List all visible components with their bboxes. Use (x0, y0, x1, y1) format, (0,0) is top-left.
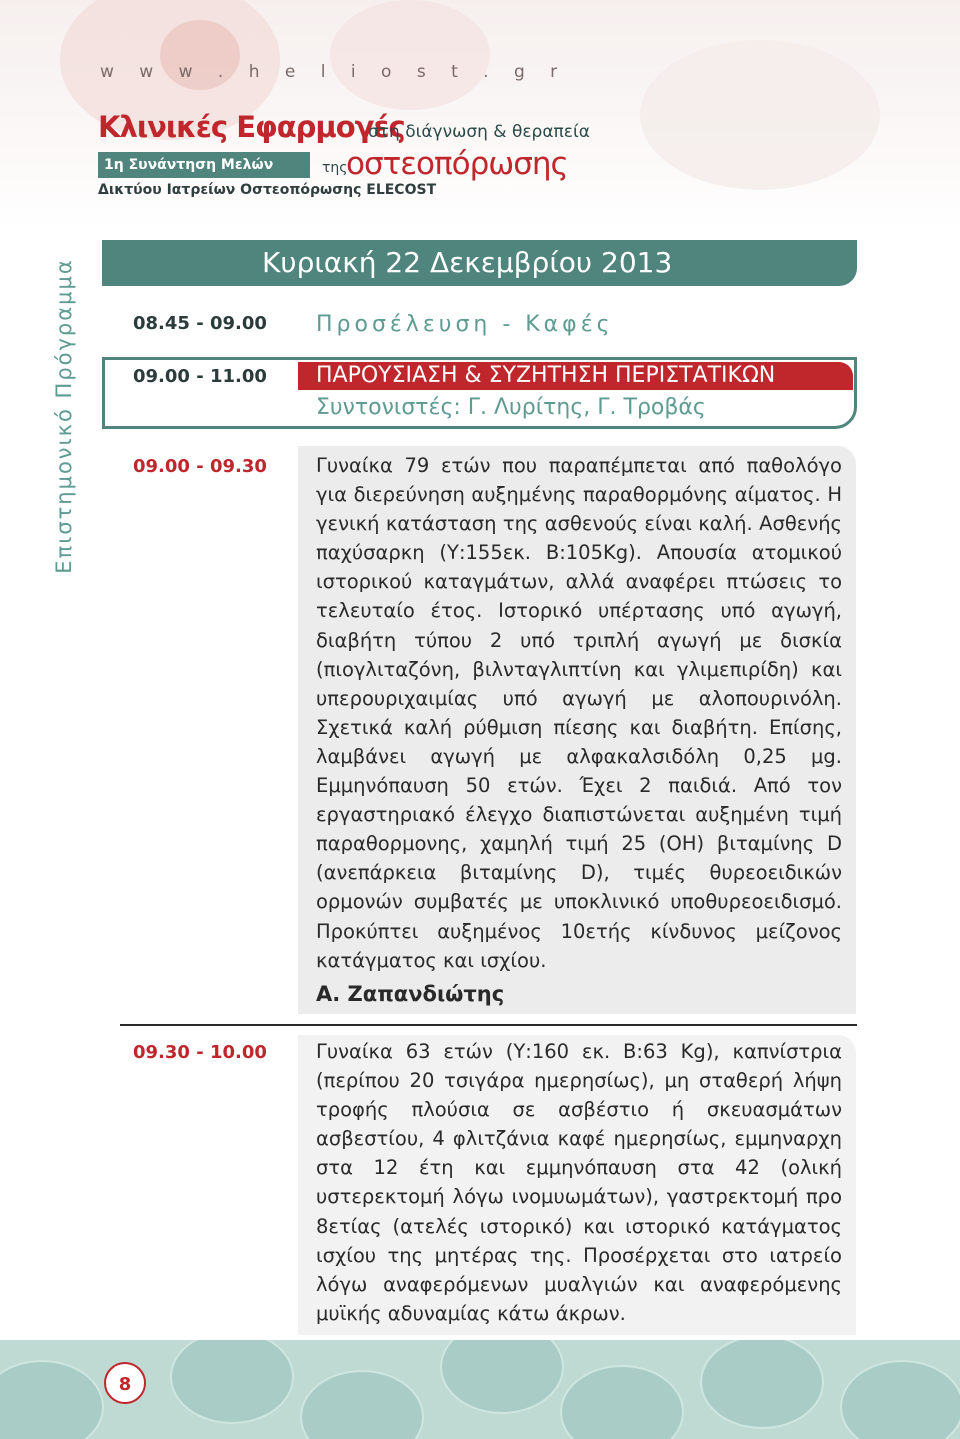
session-coordinators: Συντονιστές: Γ. Λυρίτης, Γ. Τροβάς (316, 395, 706, 420)
case1-author: Α. Ζαπανδιώτης (316, 982, 505, 1006)
decorative-pill (170, 1340, 294, 1424)
decorative-pill (700, 1340, 824, 1429)
divider (120, 1024, 857, 1026)
decorative-blob (330, 0, 490, 110)
network-name: Δικτύου Ιατρείων Οστεοπόρωσης ELECOST (98, 182, 437, 198)
date-banner: Κυριακή 22 Δεκεμβρίου 2013 (102, 240, 857, 286)
decorative-pill (560, 1365, 684, 1439)
case2-description: Γυναίκα 63 ετών (Υ:160 εκ. Β:63 Kg), καπνίστρια (περίπου 20 τσιγάρα ημερησίως), μη σταθερή λήψη τροφής πλούσια σε ασβέστιο ή σκευασμάτων ασβεστίου, 4 φλιτζάνια καφέ ημερησίως, εμμηναρχη στα 12 έτη και εμμηνόπαυση στα 42 (ολική υστερεκτομή λόγω ινομυωμάτων), γαστρεκτομή προ 8ετίας (ατελές ιστορικό) και ιστορικό κατάγματος ισχίου της μητέρας της. Προσέρχεται στο ιατρείο λόγω αναφερόμενων μυαλγιών και αναφερόμενης μυϊκής αδυναμίας κάτω άκρων. (316, 1040, 842, 1325)
logo-subtitle: στη διάγνωση & θεραπεία (368, 122, 590, 142)
case1-description: Γυναίκα 79 ετών που παραπέμπεται από παθολόγο για διερεύνηση αυξημένης παραθορμόνης αίματος. Η γενική κατάσταση της ασθενούς είναι καλή. Ασθενής παχύσαρκη (Υ:155εκ. Β:105Kg). Απουσία ατομικού ιστορικού καταγμάτων, αλλά αναφέρει πτώσεις το τελευταίο έτος. Ιστορικό υπέρτασης υπό αγωγή, διαβήτη τύπου 2 υπό τριπλή αγωγή με δισκία (πιογλιταζόνη, βιλνταγλιπτίνη και γλιμεπιρίδη) και υπερουριχαιμίας υπό αγωγή με αλοπουρινόλη. Σχετικά καλή ρύθμιση πίεσης και διαβήτη. Επίσης, λαμβάνει αγωγή με αλφακαλσιδόλη 0,25 μg. Εμμηνόπαυση 50 ετών. Έχει 2 παιδιά. Από τον εργαστηριακό έλεγχο διαπιστώνεται αυξημένη τιμή παραθορμονης, χαμηλή τιμή 25 (ΟΗ) βιταμίνης D (ανεπάρκεια βιταμίνης D), τιμές θυρεοειδικών ορμονών συμβατές με υποκλινικό υποθυρεοειδισμό. Προκύπτει αυξημένος 10ετής κίνδυνος μείζονος κατάγματος και ισχίου. (316, 454, 842, 972)
decorative-pill (300, 1370, 424, 1439)
side-section-label: Επιστημονικό Πρόγραμμα (52, 258, 76, 574)
case1-time: 09.00 - 09.30 (133, 456, 267, 477)
session-time: 09.00 - 11.00 (133, 366, 267, 387)
website-url: w w w . h e l i o s t . g r (100, 62, 568, 82)
arrival-title: Προσέλευση - Καφές (316, 312, 614, 337)
decorative-pill (840, 1360, 960, 1439)
case2-time: 09.30 - 10.00 (133, 1042, 267, 1063)
decorative-pill (0, 1360, 104, 1439)
arrival-time: 08.45 - 09.00 (133, 313, 267, 334)
logo-title: Κλινικές Εφαρμογές (98, 110, 405, 144)
page-number: 8 (104, 1362, 146, 1404)
logo-word: οστεοπόρωσης (346, 146, 568, 182)
meeting-badge: 1η Συνάντηση Μελών (98, 152, 310, 178)
logo-tis: της (322, 160, 348, 176)
decorative-blob (640, 40, 880, 190)
session-title: ΠΑΡΟΥΣΙΑΣΗ & ΣΥΖΗΤΗΣΗ ΠΕΡΙΣΤΑΤΙΚΩΝ (298, 362, 853, 390)
decorative-pill (440, 1340, 564, 1414)
